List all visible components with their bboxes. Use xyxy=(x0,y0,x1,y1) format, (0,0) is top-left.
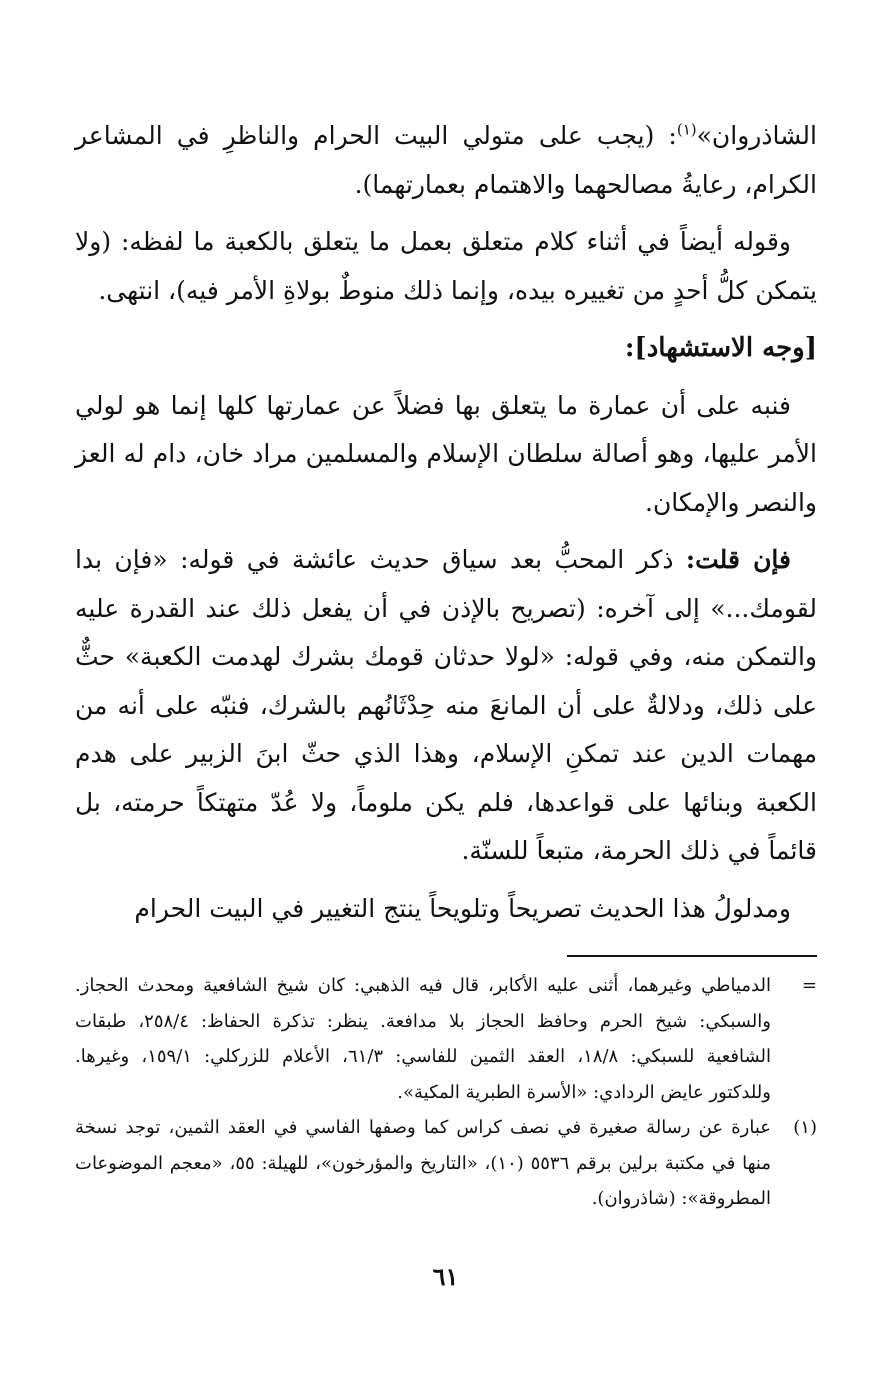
footnote-marker: = xyxy=(801,975,817,996)
paragraph-5: ومدلولُ هذا الحديث تصريحاً وتلويحاً ينتج التغيير في البيت الحرام xyxy=(134,893,791,923)
paragraph-1 xyxy=(75,112,817,209)
paragraph-4 xyxy=(75,536,817,876)
paragraph-4-rest: ذكر المحبُّ بعد سياق حديث عائشة في قوله: «فإن بدا لقومك...» إلى آخره: (تصريح بالإذن في أن يفعل ذلك عند القدرة عليه والتمكن منه، وفي قوله: «لولا حدثان قومك بشرك لهدمت الكعبة» حثٌّ على ذلك، ودلالةٌ على أن المانعَ منه حِدْثَانُهم بالشرك، فنبّه على أنه من مهمات الدين عند تمكنِ الإسلام، وهذا الذي حثّ ابنَ الزبير على هدم الكعبة وبنائها على قواعدها، فلم يكن ملوماً، ولا عُدّ متهتكاً حرمته، بل قائماً في ذلك الحرمة، متبعاً للسنّة. xyxy=(75,545,817,865)
footnote-reference-1[interactable]: (١) xyxy=(676,120,697,139)
footnote-1 xyxy=(75,1110,817,1217)
footnote-divider xyxy=(567,955,817,957)
paragraph-2: وقوله أيضاً في أثناء كلام متعلق بعمل ما يتعلق بالكعبة ما لفظه: (ولا يتمكن كلُّ أحدٍ من تغييره بيده، وإنما ذلك منوطٌ بولاةِ الأمر فيه)، انتهى. xyxy=(75,227,817,305)
paragraph-4-lead: فإن قلت: xyxy=(685,545,792,574)
footnote-marker: (١) xyxy=(793,1117,817,1138)
footnote-text: عبارة عن رسالة صغيرة في نصف كراس كما وصفها الفاسي في العقد الثمين، توجد نسخة منها في مكتبة برلين برقم ٥٥٣٦ (١٠)، «التاريخ والمؤرخون»، للهيلة: ٥٥، «معجم الموضوعات المطروقة»: (شاذروان). xyxy=(75,1117,771,1209)
paragraph-1-start: الشاذروان» xyxy=(696,121,817,150)
footnote-text: الدمياطي وغيرهما، أثنى عليه الأكابر، قال فيه الذهبي: كان شيخ الشافعية ومحدث الحجاز. والسبكي: شيخ الحرم وحافظ الحجاز بلا مدافعة. ينظر: تذكرة الحفاظ: ٢٥٨/٤، طبقات الشافعية للسبكي: ١٨/٨، العقد الثمين للفاسي: ٦١/٣، الأعلام للزركلي: ١٥٩/١، وغيرها. وللدكتور عايض الردادي: «الأسرة الطبرية المكية». xyxy=(75,975,772,1103)
footnote-continued xyxy=(75,968,817,1110)
page-number: ٦١ xyxy=(432,1262,459,1291)
paragraph-3: فنبه على أن عمارة ما يتعلق بها فضلاً عن عمارتها كلها إنما هو لولي الأمر عليها، وهو أصالة سلطان الإسلام والمسلمين مراد خان، دام له العز والنصر والإمكان. xyxy=(75,390,817,517)
main-text xyxy=(75,112,817,942)
paragraph-1-rest: : (يجب على متولي البيت الحرام والناظرِ في المشاعر الكرام، رعايةُ مصالحهما والاهتمام بعمارتهما). xyxy=(75,121,817,199)
section-heading: [وجه الاستشهاد]: xyxy=(624,333,817,363)
footnotes xyxy=(75,968,817,1217)
